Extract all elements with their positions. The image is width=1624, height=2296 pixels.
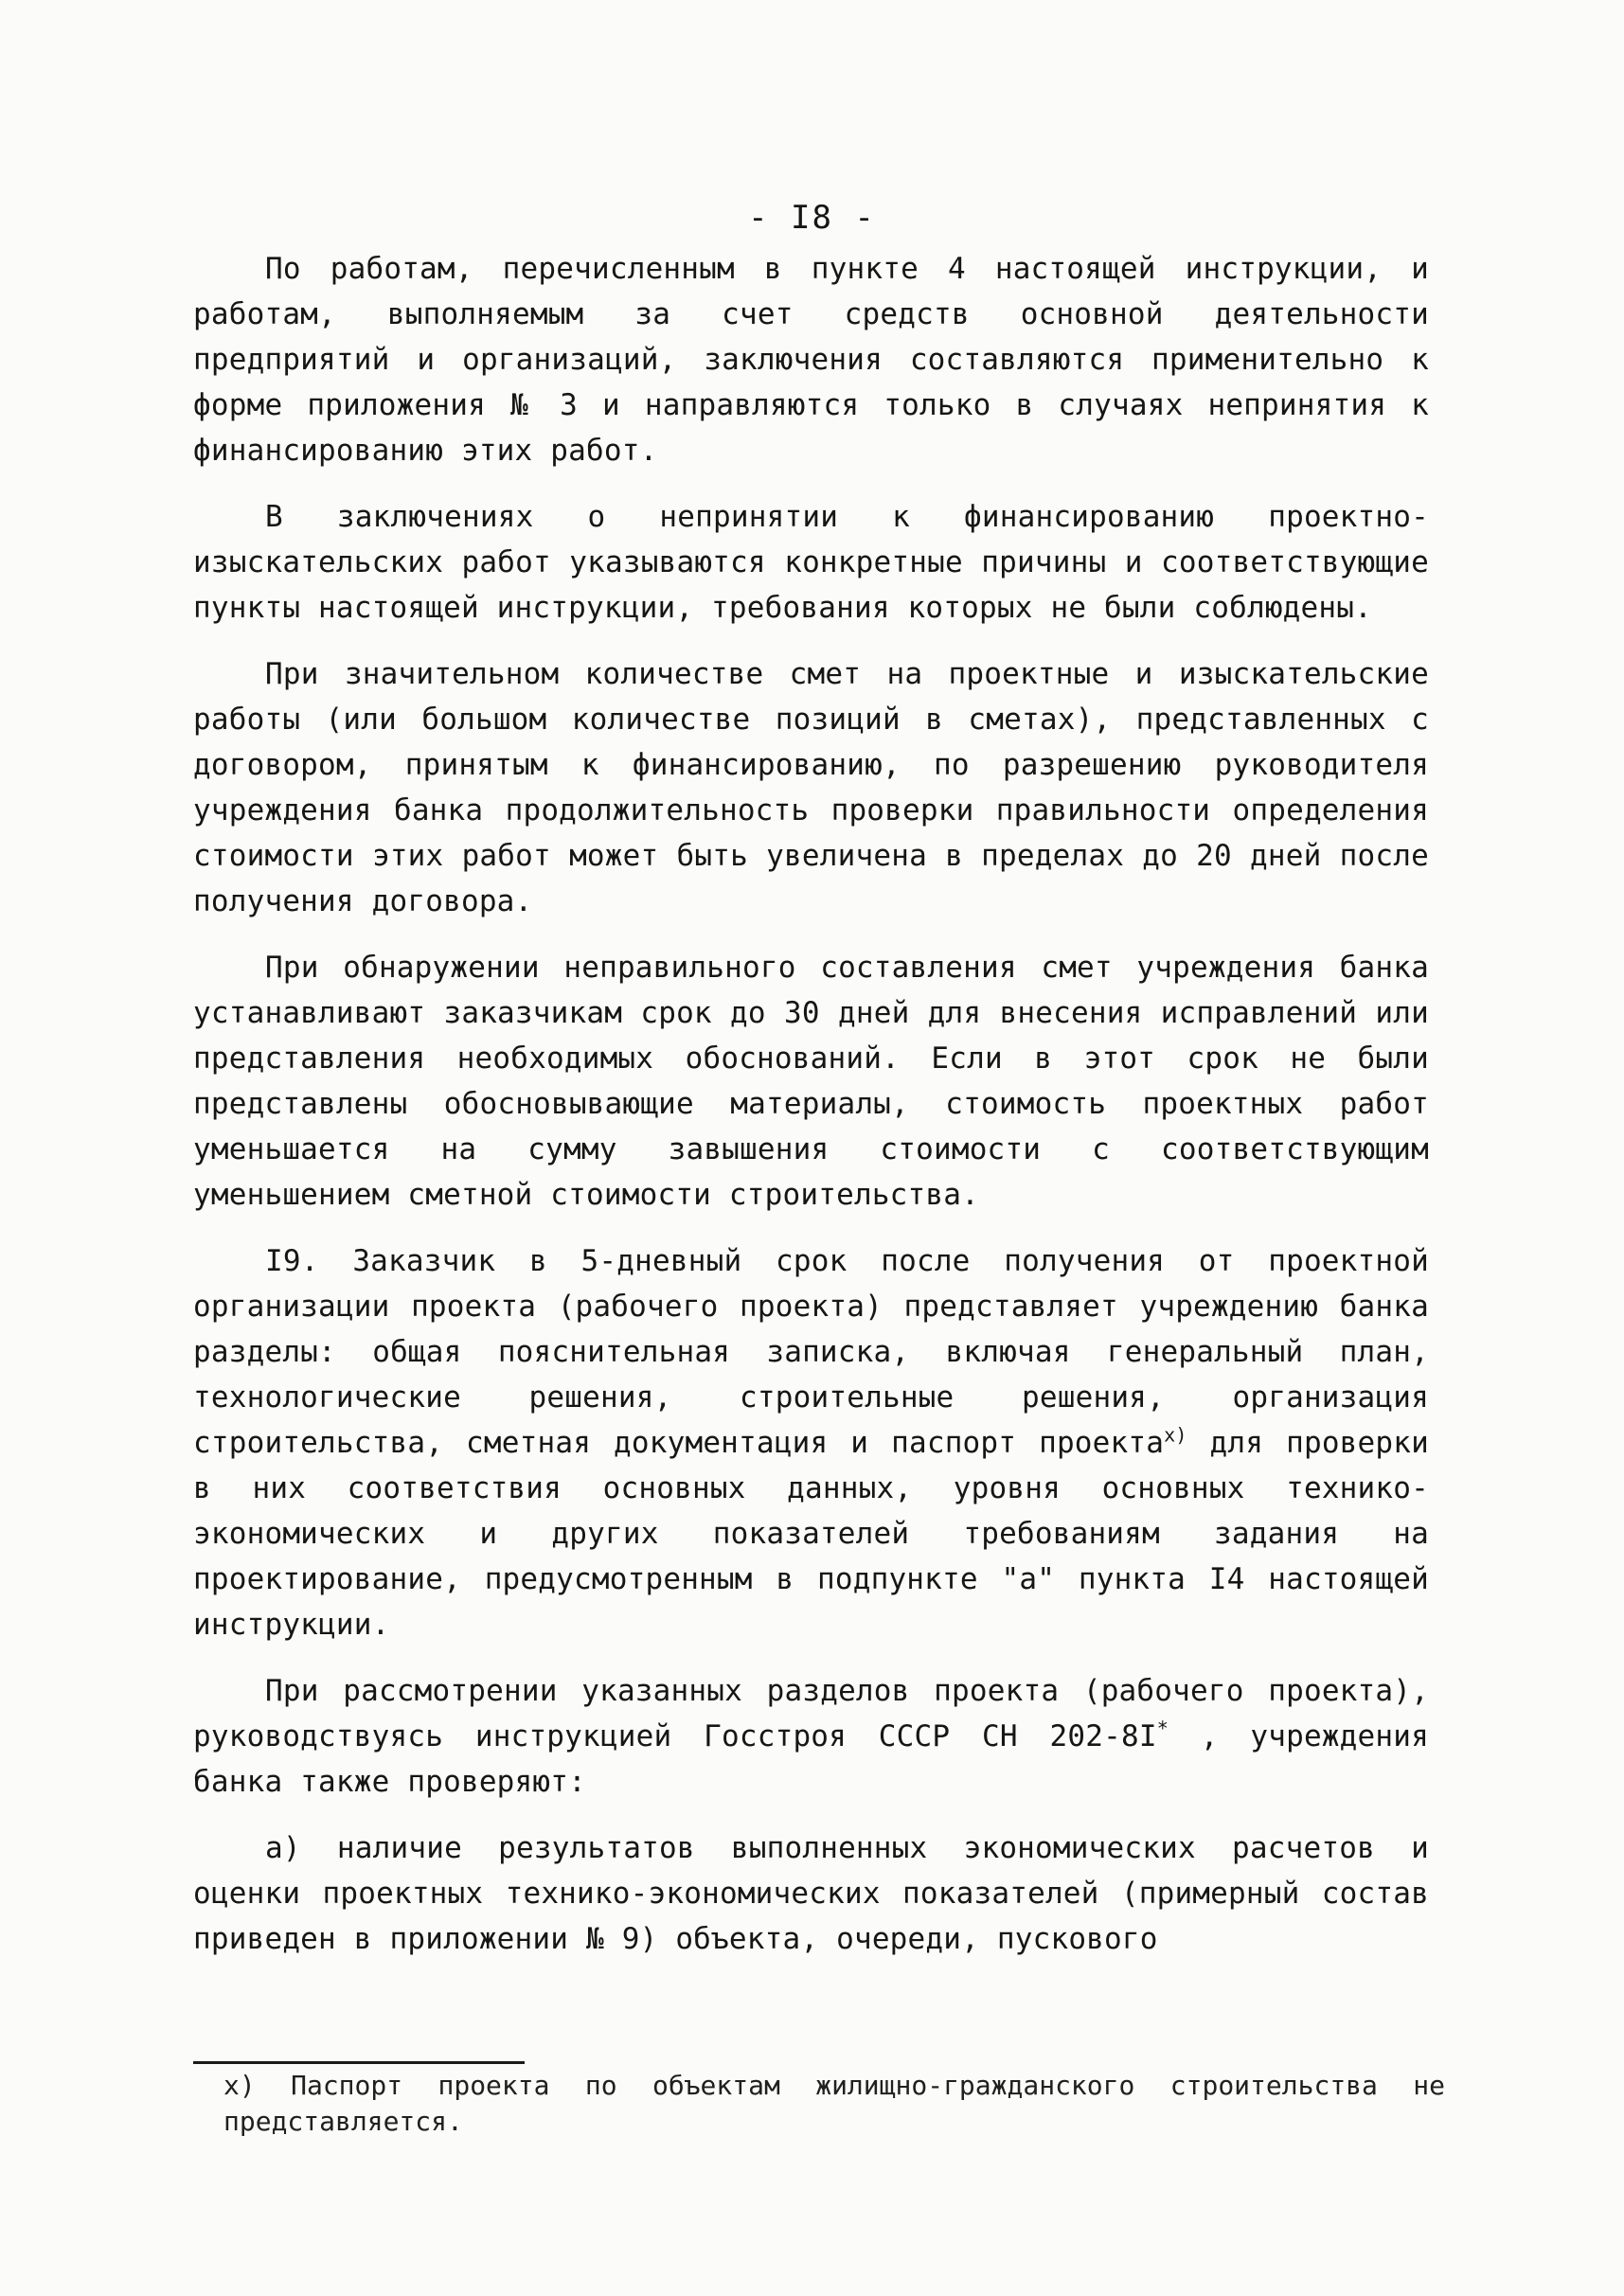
footnote-mark: x) [1164,1423,1187,1447]
footnote-divider [193,2061,525,2064]
paragraph-conclusions: По работам, перечисленным в пункте 4 настоящей инструкции, и работам, выполняемым за счет средств основной деятельности предприятий и организаций, заключения составляются применительно к форме приложения № 3 и направляются только в случаях непринятия к финансированию этих работ. [193,252,1429,468]
review-text: При рассмотрении указанных разделов проекта (рабочего проекта), руководствуясь инструкцией Госстроя СССР СН 202-8I [193,1674,1429,1753]
paragraph-item-a: а) наличие результатов выполненных экономических расчетов и оценки проектных технико-экономических показателей (примерный состав приведен в приложении № 9) объекта, очереди, пускового [193,1831,1429,1956]
paragraph-review-period: При значительном количестве смет на проектные и изыскательские работы (или большом количестве позиций в сметах), представленных с договором, принятым к финансированию, по разрешению руководителя учреждения банка продолжительность проверки правильности определения стоимости этих работ может быть увеличена в пределах до 20 дней после получения договора. [193,657,1429,918]
page-number: - I8 - [748,199,876,237]
item-19-text-continued: для проверки в них соответствия основных данных, уровня основных технико-экономических и других показателей требованиям задания на проектирование, предусмотренным в подпункте "а" пункта I4 настоящей инструкции. [193,1426,1429,1642]
item-19-text: I9. Заказчик в 5-дневный срок после получения от проектной организации проекта (рабочего проекта) представляет учреждению банка разделы: общая пояснительная записка, включая генеральный план, технологические решения, строительные решения, организация строительства, сметная документация и паспорт проекта [193,1244,1429,1460]
asterisk-mark: * [1156,1717,1169,1740]
document-body [193,246,1429,1983]
paragraph-item-19 [193,1238,1429,1647]
paragraph-estimate-errors: При обнаружении неправильного составления смет учреждения банка устанавливают заказчикам срок до 30 дней для внесения исправлений или представления необходимых обоснований. Если в этот срок не были представлены обосновывающие материалы, стоимость проектных работ уменьшается на сумму завышения стоимости с соответствующим уменьшением сметной стоимости строительства. [193,951,1429,1212]
paragraph-refusal-reasons: В заключениях о непринятии к финансированию проектно-изыскательских работ указываются конкретные причины и соответствующие пункты настоящей инструкции, требования которых не были соблюдены. [193,500,1429,625]
paragraph-review-sections [193,1668,1429,1805]
review-text-continued: , учреждения банка также проверяют: [193,1719,1429,1799]
footnote: х) Паспорт проекта по объектам жилищно-гражданского строительства не представляется. [223,2070,1445,2137]
